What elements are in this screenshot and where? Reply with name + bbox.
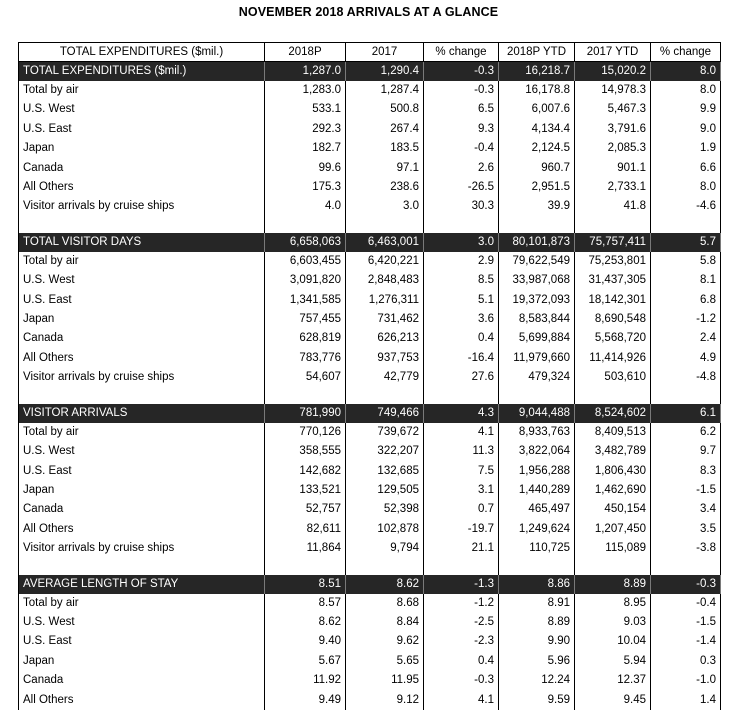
row-label: Total by air bbox=[19, 594, 265, 613]
section-total-cell: 8.51 bbox=[265, 575, 346, 594]
section-header-row bbox=[19, 575, 721, 594]
value-cell: 8.5 bbox=[424, 271, 499, 290]
value-cell: 5.94 bbox=[575, 652, 651, 671]
value-cell: 8.0 bbox=[651, 178, 721, 197]
value-cell: 8.91 bbox=[499, 594, 575, 613]
value-cell: 12.24 bbox=[499, 671, 575, 690]
value-cell: 238.6 bbox=[346, 178, 424, 197]
table-row bbox=[19, 442, 721, 461]
value-cell: 8.1 bbox=[651, 271, 721, 290]
section-spacer bbox=[19, 388, 721, 404]
value-cell: -19.7 bbox=[424, 520, 499, 539]
value-cell: 9.3 bbox=[424, 120, 499, 139]
value-cell: 11,414,926 bbox=[575, 349, 651, 368]
value-cell: 8.95 bbox=[575, 594, 651, 613]
section-total-cell: 6.1 bbox=[651, 404, 721, 423]
value-cell: -1.5 bbox=[651, 481, 721, 500]
value-cell: 9.03 bbox=[575, 613, 651, 632]
value-cell: -1.2 bbox=[424, 594, 499, 613]
value-cell: 3.6 bbox=[424, 310, 499, 329]
header-cell-2018p: 2018P bbox=[265, 43, 346, 62]
value-cell: 450,154 bbox=[575, 500, 651, 519]
value-cell: 6.8 bbox=[651, 291, 721, 310]
value-cell: 4.0 bbox=[265, 197, 346, 216]
value-cell: 42,779 bbox=[346, 368, 424, 387]
table-row bbox=[19, 252, 721, 271]
value-cell: 8.57 bbox=[265, 594, 346, 613]
spacer-cell bbox=[19, 388, 265, 404]
value-cell: 11,979,660 bbox=[499, 349, 575, 368]
value-cell: 5,699,884 bbox=[499, 329, 575, 348]
table-row bbox=[19, 594, 721, 613]
header-cell-label: TOTAL EXPENDITURES ($mil.) bbox=[19, 43, 265, 62]
value-cell: 14,978.3 bbox=[575, 81, 651, 100]
value-cell: 4.9 bbox=[651, 349, 721, 368]
section-header-row bbox=[19, 62, 721, 82]
value-cell: 8.84 bbox=[346, 613, 424, 632]
table-body bbox=[19, 62, 721, 710]
spacer-cell bbox=[575, 388, 651, 404]
value-cell: 4.1 bbox=[424, 423, 499, 442]
value-cell: 1,956,288 bbox=[499, 462, 575, 481]
value-cell: 27.6 bbox=[424, 368, 499, 387]
spacer-cell bbox=[499, 217, 575, 233]
value-cell: 3,822,064 bbox=[499, 442, 575, 461]
row-label: U.S. East bbox=[19, 462, 265, 481]
value-cell: 30.3 bbox=[424, 197, 499, 216]
value-cell: 9.90 bbox=[499, 632, 575, 651]
value-cell: 8.89 bbox=[499, 613, 575, 632]
table-row bbox=[19, 329, 721, 348]
value-cell: 1,283.0 bbox=[265, 81, 346, 100]
value-cell: 503,610 bbox=[575, 368, 651, 387]
arrivals-table bbox=[18, 42, 721, 710]
value-cell: 11.92 bbox=[265, 671, 346, 690]
value-cell: 5.1 bbox=[424, 291, 499, 310]
value-cell: 4.1 bbox=[424, 691, 499, 710]
value-cell: -4.8 bbox=[651, 368, 721, 387]
value-cell: 129,505 bbox=[346, 481, 424, 500]
value-cell: 626,213 bbox=[346, 329, 424, 348]
row-label: All Others bbox=[19, 349, 265, 368]
section-total-cell: 5.7 bbox=[651, 233, 721, 252]
row-label: Visitor arrivals by cruise ships bbox=[19, 368, 265, 387]
section-total-cell: 9,044,488 bbox=[499, 404, 575, 423]
value-cell: -4.6 bbox=[651, 197, 721, 216]
section-total-cell: 8.89 bbox=[575, 575, 651, 594]
section-total-cell: -0.3 bbox=[424, 62, 499, 82]
spacer-cell bbox=[19, 559, 265, 575]
row-label: U.S. West bbox=[19, 442, 265, 461]
spacer-cell bbox=[575, 217, 651, 233]
value-cell: 628,819 bbox=[265, 329, 346, 348]
value-cell: 132,685 bbox=[346, 462, 424, 481]
value-cell: 8.3 bbox=[651, 462, 721, 481]
value-cell: 8,933,763 bbox=[499, 423, 575, 442]
value-cell: 54,607 bbox=[265, 368, 346, 387]
spacer-cell bbox=[651, 217, 721, 233]
value-cell: 52,398 bbox=[346, 500, 424, 519]
value-cell: -3.8 bbox=[651, 539, 721, 558]
row-label: Visitor arrivals by cruise ships bbox=[19, 539, 265, 558]
value-cell: 3.5 bbox=[651, 520, 721, 539]
row-label: U.S. East bbox=[19, 291, 265, 310]
section-total-cell: 8.0 bbox=[651, 62, 721, 82]
value-cell: 8,409,513 bbox=[575, 423, 651, 442]
value-cell: 115,089 bbox=[575, 539, 651, 558]
value-cell: 6.6 bbox=[651, 159, 721, 178]
section-total-cell: 6,463,001 bbox=[346, 233, 424, 252]
value-cell: 292.3 bbox=[265, 120, 346, 139]
value-cell: 5.67 bbox=[265, 652, 346, 671]
table-row bbox=[19, 539, 721, 558]
value-cell: 500.8 bbox=[346, 100, 424, 119]
section-title: TOTAL VISITOR DAYS bbox=[19, 233, 265, 252]
row-label: Canada bbox=[19, 159, 265, 178]
row-label: U.S. West bbox=[19, 271, 265, 290]
table-row bbox=[19, 291, 721, 310]
value-cell: 31,437,305 bbox=[575, 271, 651, 290]
section-total-cell: -1.3 bbox=[424, 575, 499, 594]
value-cell: 2.6 bbox=[424, 159, 499, 178]
value-cell: 2,124.5 bbox=[499, 139, 575, 158]
value-cell: 6,420,221 bbox=[346, 252, 424, 271]
value-cell: 960.7 bbox=[499, 159, 575, 178]
value-cell: 19,372,093 bbox=[499, 291, 575, 310]
value-cell: -26.5 bbox=[424, 178, 499, 197]
value-cell: 102,878 bbox=[346, 520, 424, 539]
spacer-cell bbox=[575, 559, 651, 575]
table-row bbox=[19, 500, 721, 519]
spacer-cell bbox=[265, 217, 346, 233]
section-total-cell: 16,218.7 bbox=[499, 62, 575, 82]
value-cell: -2.3 bbox=[424, 632, 499, 651]
value-cell: 2,848,483 bbox=[346, 271, 424, 290]
value-cell: 4,134.4 bbox=[499, 120, 575, 139]
value-cell: 99.6 bbox=[265, 159, 346, 178]
value-cell: 82,611 bbox=[265, 520, 346, 539]
value-cell: 757,455 bbox=[265, 310, 346, 329]
table-row bbox=[19, 462, 721, 481]
value-cell: 9.7 bbox=[651, 442, 721, 461]
table-row bbox=[19, 120, 721, 139]
value-cell: 479,324 bbox=[499, 368, 575, 387]
value-cell: 1,341,585 bbox=[265, 291, 346, 310]
value-cell: 3,482,789 bbox=[575, 442, 651, 461]
spacer-cell bbox=[424, 559, 499, 575]
value-cell: 18,142,301 bbox=[575, 291, 651, 310]
value-cell: 2.9 bbox=[424, 252, 499, 271]
value-cell: 8.62 bbox=[265, 613, 346, 632]
table-row bbox=[19, 349, 721, 368]
header-cell-pct-change-ytd: % change bbox=[651, 43, 721, 62]
value-cell: 9.0 bbox=[651, 120, 721, 139]
spacer-cell bbox=[499, 559, 575, 575]
spacer-cell bbox=[346, 388, 424, 404]
row-label: Japan bbox=[19, 310, 265, 329]
value-cell: 133,521 bbox=[265, 481, 346, 500]
section-total-cell: 1,287.0 bbox=[265, 62, 346, 82]
value-cell: 9.62 bbox=[346, 632, 424, 651]
value-cell: 183.5 bbox=[346, 139, 424, 158]
value-cell: 2,085.3 bbox=[575, 139, 651, 158]
section-title: AVERAGE LENGTH OF STAY bbox=[19, 575, 265, 594]
value-cell: 9.9 bbox=[651, 100, 721, 119]
section-total-cell: 6,658,063 bbox=[265, 233, 346, 252]
value-cell: -16.4 bbox=[424, 349, 499, 368]
value-cell: -1.5 bbox=[651, 613, 721, 632]
row-label: Total by air bbox=[19, 252, 265, 271]
value-cell: 5,568,720 bbox=[575, 329, 651, 348]
value-cell: 6.5 bbox=[424, 100, 499, 119]
value-cell: 6,007.6 bbox=[499, 100, 575, 119]
value-cell: -2.5 bbox=[424, 613, 499, 632]
section-total-cell: 4.3 bbox=[424, 404, 499, 423]
value-cell: 11,864 bbox=[265, 539, 346, 558]
row-label: All Others bbox=[19, 178, 265, 197]
value-cell: 5.8 bbox=[651, 252, 721, 271]
row-label: Total by air bbox=[19, 423, 265, 442]
value-cell: 8.68 bbox=[346, 594, 424, 613]
row-label: Canada bbox=[19, 500, 265, 519]
value-cell: 739,672 bbox=[346, 423, 424, 442]
table-row bbox=[19, 81, 721, 100]
value-cell: 1,249,624 bbox=[499, 520, 575, 539]
table-row bbox=[19, 159, 721, 178]
value-cell: 7.5 bbox=[424, 462, 499, 481]
page-title: NOVEMBER 2018 ARRIVALS AT A GLANCE bbox=[238, 5, 499, 19]
section-spacer bbox=[19, 559, 721, 575]
section-title: VISITOR ARRIVALS bbox=[19, 404, 265, 423]
row-label: Total by air bbox=[19, 81, 265, 100]
header-cell-2017-ytd: 2017 YTD bbox=[575, 43, 651, 62]
table-header-row bbox=[19, 43, 721, 62]
table-row bbox=[19, 481, 721, 500]
value-cell: 33,987,068 bbox=[499, 271, 575, 290]
row-label: U.S. East bbox=[19, 120, 265, 139]
table-row bbox=[19, 368, 721, 387]
value-cell: 783,776 bbox=[265, 349, 346, 368]
value-cell: 6,603,455 bbox=[265, 252, 346, 271]
value-cell: 9,794 bbox=[346, 539, 424, 558]
value-cell: 0.4 bbox=[424, 329, 499, 348]
row-label: Japan bbox=[19, 652, 265, 671]
value-cell: 1.4 bbox=[651, 691, 721, 710]
value-cell: 8,583,844 bbox=[499, 310, 575, 329]
table-row bbox=[19, 671, 721, 690]
value-cell: 770,126 bbox=[265, 423, 346, 442]
section-total-cell: 1,290.4 bbox=[346, 62, 424, 82]
value-cell: -0.3 bbox=[424, 671, 499, 690]
row-label: Japan bbox=[19, 481, 265, 500]
value-cell: 3.0 bbox=[346, 197, 424, 216]
value-cell: 731,462 bbox=[346, 310, 424, 329]
value-cell: -0.3 bbox=[424, 81, 499, 100]
value-cell: 39.9 bbox=[499, 197, 575, 216]
spacer-cell bbox=[19, 217, 265, 233]
section-total-cell: 3.0 bbox=[424, 233, 499, 252]
table-row bbox=[19, 271, 721, 290]
value-cell: 79,622,549 bbox=[499, 252, 575, 271]
row-label: Visitor arrivals by cruise ships bbox=[19, 197, 265, 216]
value-cell: 1.9 bbox=[651, 139, 721, 158]
section-total-cell: 8.62 bbox=[346, 575, 424, 594]
value-cell: 97.1 bbox=[346, 159, 424, 178]
value-cell: 533.1 bbox=[265, 100, 346, 119]
value-cell: 9.49 bbox=[265, 691, 346, 710]
spacer-cell bbox=[499, 388, 575, 404]
value-cell: 16,178.8 bbox=[499, 81, 575, 100]
row-label: All Others bbox=[19, 691, 265, 710]
value-cell: 12.37 bbox=[575, 671, 651, 690]
table-row bbox=[19, 613, 721, 632]
table-row bbox=[19, 310, 721, 329]
section-total-cell: 75,757,411 bbox=[575, 233, 651, 252]
row-label: U.S. East bbox=[19, 632, 265, 651]
value-cell: 5,467.3 bbox=[575, 100, 651, 119]
value-cell: 1,287.4 bbox=[346, 81, 424, 100]
value-cell: 3.1 bbox=[424, 481, 499, 500]
value-cell: -1.0 bbox=[651, 671, 721, 690]
table-row bbox=[19, 100, 721, 119]
section-header-row bbox=[19, 233, 721, 252]
value-cell: 11.3 bbox=[424, 442, 499, 461]
value-cell: 1,462,690 bbox=[575, 481, 651, 500]
value-cell: 0.3 bbox=[651, 652, 721, 671]
value-cell: 11.95 bbox=[346, 671, 424, 690]
value-cell: -1.2 bbox=[651, 310, 721, 329]
value-cell: 52,757 bbox=[265, 500, 346, 519]
value-cell: 182.7 bbox=[265, 139, 346, 158]
value-cell: 9.59 bbox=[499, 691, 575, 710]
value-cell: 0.4 bbox=[424, 652, 499, 671]
table-row bbox=[19, 520, 721, 539]
table-row bbox=[19, 632, 721, 651]
section-total-cell: -0.3 bbox=[651, 575, 721, 594]
value-cell: -1.4 bbox=[651, 632, 721, 651]
value-cell: 1,276,311 bbox=[346, 291, 424, 310]
section-total-cell: 15,020.2 bbox=[575, 62, 651, 82]
value-cell: 901.1 bbox=[575, 159, 651, 178]
value-cell: 358,555 bbox=[265, 442, 346, 461]
value-cell: -0.4 bbox=[424, 139, 499, 158]
value-cell: 1,806,430 bbox=[575, 462, 651, 481]
value-cell: 5.65 bbox=[346, 652, 424, 671]
value-cell: 5.96 bbox=[499, 652, 575, 671]
value-cell: 3,091,820 bbox=[265, 271, 346, 290]
row-label: Canada bbox=[19, 329, 265, 348]
row-label: U.S. West bbox=[19, 613, 265, 632]
header-cell-2018p-ytd: 2018P YTD bbox=[499, 43, 575, 62]
value-cell: 2.4 bbox=[651, 329, 721, 348]
table-row bbox=[19, 652, 721, 671]
header-cell-2017: 2017 bbox=[346, 43, 424, 62]
table-row bbox=[19, 691, 721, 710]
value-cell: -0.4 bbox=[651, 594, 721, 613]
value-cell: 8.0 bbox=[651, 81, 721, 100]
value-cell: 2,951.5 bbox=[499, 178, 575, 197]
value-cell: 6.2 bbox=[651, 423, 721, 442]
row-label: U.S. West bbox=[19, 100, 265, 119]
value-cell: 10.04 bbox=[575, 632, 651, 651]
section-header-row bbox=[19, 404, 721, 423]
spacer-cell bbox=[265, 388, 346, 404]
spacer-cell bbox=[265, 559, 346, 575]
table-row bbox=[19, 139, 721, 158]
value-cell: 267.4 bbox=[346, 120, 424, 139]
section-total-cell: 749,466 bbox=[346, 404, 424, 423]
value-cell: 110,725 bbox=[499, 539, 575, 558]
value-cell: 3,791.6 bbox=[575, 120, 651, 139]
section-total-cell: 8,524,602 bbox=[575, 404, 651, 423]
value-cell: 9.12 bbox=[346, 691, 424, 710]
section-spacer bbox=[19, 217, 721, 233]
value-cell: 9.40 bbox=[265, 632, 346, 651]
section-total-cell: 80,101,873 bbox=[499, 233, 575, 252]
value-cell: 3.4 bbox=[651, 500, 721, 519]
value-cell: 1,440,289 bbox=[499, 481, 575, 500]
spacer-cell bbox=[651, 388, 721, 404]
header-cell-pct-change: % change bbox=[424, 43, 499, 62]
value-cell: 142,682 bbox=[265, 462, 346, 481]
value-cell: 75,253,801 bbox=[575, 252, 651, 271]
row-label: Canada bbox=[19, 671, 265, 690]
value-cell: 937,753 bbox=[346, 349, 424, 368]
value-cell: 2,733.1 bbox=[575, 178, 651, 197]
spacer-cell bbox=[424, 217, 499, 233]
spacer-cell bbox=[651, 559, 721, 575]
value-cell: 41.8 bbox=[575, 197, 651, 216]
row-label: Japan bbox=[19, 139, 265, 158]
value-cell: 1,207,450 bbox=[575, 520, 651, 539]
value-cell: 21.1 bbox=[424, 539, 499, 558]
row-label: All Others bbox=[19, 520, 265, 539]
table-row bbox=[19, 197, 721, 216]
value-cell: 0.7 bbox=[424, 500, 499, 519]
table-row bbox=[19, 178, 721, 197]
value-cell: 322,207 bbox=[346, 442, 424, 461]
value-cell: 175.3 bbox=[265, 178, 346, 197]
spacer-cell bbox=[346, 559, 424, 575]
value-cell: 8,690,548 bbox=[575, 310, 651, 329]
spacer-cell bbox=[346, 217, 424, 233]
section-title: TOTAL EXPENDITURES ($mil.) bbox=[19, 62, 265, 82]
section-total-cell: 8.86 bbox=[499, 575, 575, 594]
table-row bbox=[19, 423, 721, 442]
section-total-cell: 781,990 bbox=[265, 404, 346, 423]
value-cell: 9.45 bbox=[575, 691, 651, 710]
value-cell: 465,497 bbox=[499, 500, 575, 519]
spacer-cell bbox=[424, 388, 499, 404]
